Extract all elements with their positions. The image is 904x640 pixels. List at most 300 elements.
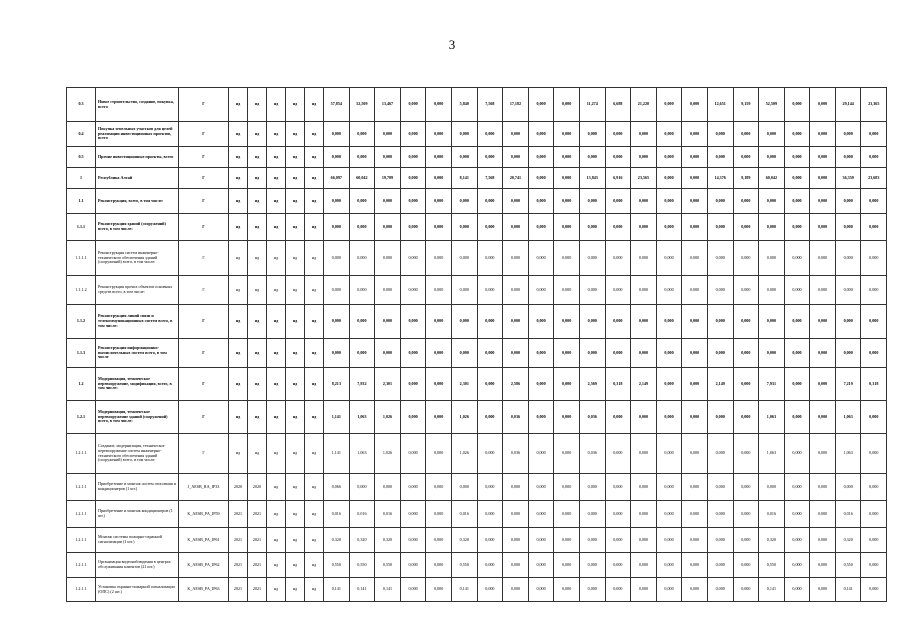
value-cell: 0,000 [503,501,529,528]
row-number-cell: 1.1.3 [67,339,96,368]
value-cell: 0,000 [759,214,785,241]
value-cell: 0,000 [400,578,426,602]
value-cell: 0,000 [861,147,887,168]
value-cell: 0,000 [861,528,887,553]
value-cell: 0,000 [375,214,401,241]
value-cell: 0,000 [656,189,682,214]
project-name-cell: Реконструкция прочих объектов основных средств всего, в том числе: [96,276,179,305]
value-cell: 9,159 [733,88,759,122]
value-cell: 36,359 [835,168,861,189]
value-cell: 0,000 [554,501,580,528]
value-cell: 0,000 [451,305,477,339]
attribute-cell: нд [248,401,267,434]
attribute-cell: нд [267,474,286,501]
row-number-cell: 1.2.1.1 [67,434,96,474]
attribute-cell: нд [229,276,248,305]
attribute-cell: нд [267,553,286,578]
value-cell: 0,000 [682,147,708,168]
value-cell: 7,568 [477,168,503,189]
value-cell: 0,000 [733,122,759,147]
value-cell: 0,000 [810,474,836,501]
value-cell: 0,000 [682,553,708,578]
value-cell: 0,000 [733,528,759,553]
value-cell: 0,000 [528,528,554,553]
value-cell: 0,320 [759,528,785,553]
value-cell: 6,688 [605,88,631,122]
value-cell: 0,000 [426,578,452,602]
value-cell: 0,000 [605,553,631,578]
attribute-cell: нд [305,528,324,553]
project-name-cell: Создание, модернизация, техническое перевооружение систем инженерно-технического обеспечения зданий (сооружений) всего, в том числе: [96,434,179,474]
value-cell: 0,016 [375,501,401,528]
attribute-cell: 2021 [248,578,267,602]
value-cell: 0,000 [861,214,887,241]
value-cell: 0,000 [579,122,605,147]
value-cell: 0,000 [324,189,350,214]
value-cell: 0,000 [707,241,733,276]
value-cell: 0,000 [503,241,529,276]
attribute-cell: нд [305,214,324,241]
value-cell: 0,000 [835,214,861,241]
value-cell: 60,042 [349,168,375,189]
value-cell: 0,320 [835,528,861,553]
value-cell: 0,000 [707,214,733,241]
table-row [67,168,887,189]
value-cell: 0,000 [528,434,554,474]
value-cell: 0,000 [375,147,401,168]
project-name-cell: Монтаж системы пожарно-охранной сигнализации (1 шт.) [96,528,179,553]
attribute-cell: нд [248,368,267,401]
attribute-cell: нд [305,578,324,602]
table-row [67,189,887,214]
value-cell: 0,000 [784,339,810,368]
value-cell: 1,063 [835,434,861,474]
value-cell: 2,149 [631,368,657,401]
value-cell: 0,000 [631,276,657,305]
value-cell: 0,000 [656,168,682,189]
value-cell: 0,000 [324,339,350,368]
value-cell: 1,026 [375,434,401,474]
attribute-cell: нд [267,147,286,168]
value-cell: 0,000 [503,147,529,168]
value-cell: 0,000 [707,305,733,339]
project-code-cell: Г [179,88,229,122]
value-cell: 0,000 [503,276,529,305]
value-cell: 0,141 [835,578,861,602]
attribute-cell: нд [248,434,267,474]
value-cell: 2,569 [579,368,605,401]
value-cell: 0,000 [477,578,503,602]
value-cell: 0,000 [579,214,605,241]
value-cell: 0,000 [477,368,503,401]
value-cell: 0,000 [605,339,631,368]
row-number-cell: 1.1.1 [67,214,96,241]
value-cell: 0,000 [349,189,375,214]
value-cell: 29,144 [835,88,861,122]
value-cell: 12,651 [707,88,733,122]
table-row [67,339,887,368]
value-cell: 0,000 [477,401,503,434]
project-name-cell: Приобретение и монтаж кондиционеров (1 шт.) [96,501,179,528]
value-cell: 0,016 [349,501,375,528]
value-cell: 0,000 [451,474,477,501]
value-cell: 0,550 [451,553,477,578]
row-number-cell: 0.3 [67,88,96,122]
value-cell: 0,000 [631,147,657,168]
value-cell: 0,036 [579,401,605,434]
value-cell: 0,000 [554,189,580,214]
attribute-cell: нд [286,88,305,122]
value-cell: 0,000 [682,578,708,602]
project-code-cell: Г [179,189,229,214]
project-code-cell: Г [179,214,229,241]
attribute-cell: нд [305,189,324,214]
attribute-cell: нд [229,434,248,474]
value-cell: 0,000 [503,214,529,241]
value-cell: 0,000 [656,122,682,147]
project-name-cell: Приобретение и монтаж систем отопления и кондиционеров (1 шт.) [96,474,179,501]
attribute-cell: нд [267,189,286,214]
project-name-cell: Реконструкция линий связи и телекоммуникационных систем всего, в том числе: [96,305,179,339]
value-cell: 0,000 [349,214,375,241]
value-cell: 0,000 [554,553,580,578]
value-cell: 0,000 [503,474,529,501]
value-cell: 0,000 [477,189,503,214]
attribute-cell: нд [267,528,286,553]
value-cell: 0,000 [579,147,605,168]
value-cell: 0,000 [528,305,554,339]
value-cell: 0,000 [835,122,861,147]
project-name-cell: Республика Алтай [96,168,179,189]
value-cell: 0,000 [861,276,887,305]
project-name-cell: Покупка земельных участков для целей реализации инвестиционных проектов, всего [96,122,179,147]
value-cell: 0,000 [682,122,708,147]
value-cell: 0,000 [682,214,708,241]
value-cell: 0,000 [682,501,708,528]
value-cell: 0,141 [349,578,375,602]
value-cell: 0,000 [605,147,631,168]
value-cell: 0,000 [605,578,631,602]
attribute-cell: нд [267,401,286,434]
value-cell: 0,000 [682,305,708,339]
attribute-cell: нд [229,168,248,189]
value-cell: 66,097 [324,168,350,189]
attribute-cell: нд [305,122,324,147]
attribute-cell: нд [248,88,267,122]
value-cell: 0,000 [656,401,682,434]
attribute-cell: нд [248,276,267,305]
project-name-cell: Модернизация, техническое перевооружение зданий (сооружений) всего, в том числе: [96,401,179,434]
value-cell: 0,000 [503,339,529,368]
value-cell: 9,189 [733,168,759,189]
value-cell: 52,509 [759,88,785,122]
value-cell: 0,000 [554,434,580,474]
value-cell: 0,000 [631,189,657,214]
value-cell: 0,000 [631,339,657,368]
value-cell: 1,063 [349,434,375,474]
value-cell: 0,000 [631,553,657,578]
value-cell: 0,000 [784,501,810,528]
value-cell: 0,000 [656,528,682,553]
value-cell: 0,000 [656,88,682,122]
value-cell: 0,000 [861,553,887,578]
value-cell: 0,000 [579,528,605,553]
value-cell: 1,063 [835,401,861,434]
value-cell: 0,000 [656,501,682,528]
project-code-cell: Г [179,368,229,401]
value-cell: 0,550 [759,553,785,578]
value-cell: 0,000 [784,528,810,553]
value-cell: 0,000 [528,189,554,214]
value-cell: 0,000 [682,168,708,189]
value-cell: 0,000 [451,147,477,168]
value-cell: 0,318 [861,368,887,401]
attribute-cell: нд [267,578,286,602]
value-cell: 0,000 [426,305,452,339]
value-cell: 0,000 [605,401,631,434]
value-cell: 0,000 [426,528,452,553]
attribute-cell: нд [267,368,286,401]
value-cell: 2,586 [503,368,529,401]
attribute-cell: 2021 [248,553,267,578]
project-code-cell: Г [179,241,229,276]
value-cell: 0,000 [349,339,375,368]
value-cell: 0,000 [426,339,452,368]
value-cell: 0,000 [733,401,759,434]
attribute-cell: нд [305,241,324,276]
table-row [67,553,887,578]
value-cell: 0,000 [477,122,503,147]
value-cell: 0,000 [784,241,810,276]
value-cell: 0,000 [810,168,836,189]
value-cell: 7,932 [349,368,375,401]
value-cell: 0,000 [400,214,426,241]
value-cell: 0,000 [656,276,682,305]
value-cell: 0,000 [707,578,733,602]
attribute-cell: нд [286,501,305,528]
value-cell: 0,000 [554,474,580,501]
attribute-cell: 2020 [229,474,248,501]
value-cell: 0,000 [554,214,580,241]
attribute-cell: нд [229,214,248,241]
value-cell: 0,000 [375,474,401,501]
attribute-cell: нд [286,122,305,147]
table-row [67,528,887,553]
value-cell: 0,000 [528,501,554,528]
value-cell: 0,000 [656,474,682,501]
value-cell: 57,854 [324,88,350,122]
value-cell: 0,000 [810,528,836,553]
value-cell: 0,000 [759,189,785,214]
value-cell: 0,000 [400,339,426,368]
value-cell: 0,036 [579,434,605,474]
value-cell: 14,376 [707,168,733,189]
value-cell: 0,141 [451,578,477,602]
table-row [67,474,887,501]
value-cell: 0,000 [835,474,861,501]
value-cell: 0,000 [400,276,426,305]
attribute-cell: нд [248,241,267,276]
attribute-cell: нд [286,241,305,276]
value-cell: 0,000 [605,241,631,276]
row-number-cell: 1.1.1.1 [67,241,96,276]
value-cell: 0,000 [784,147,810,168]
value-cell: 0,000 [324,276,350,305]
value-cell: 0,000 [400,401,426,434]
value-cell: 0,000 [656,214,682,241]
value-cell: 0,000 [528,88,554,122]
value-cell: 0,000 [579,578,605,602]
value-cell: 0,000 [528,368,554,401]
row-number-cell: 1.2.1.1 [67,528,96,553]
value-cell: 13,467 [375,88,401,122]
value-cell: 0,000 [733,501,759,528]
value-cell: 0,000 [477,528,503,553]
value-cell: 1,141 [324,434,350,474]
value-cell: 2,301 [375,368,401,401]
value-cell: 0,000 [784,474,810,501]
value-cell: 0,000 [503,305,529,339]
attribute-cell: нд [305,434,324,474]
value-cell: 0,000 [579,501,605,528]
attribute-cell: нд [267,214,286,241]
value-cell: 0,000 [861,339,887,368]
value-cell: 0,000 [631,528,657,553]
value-cell: 0,000 [759,474,785,501]
value-cell: 13,843 [579,168,605,189]
value-cell: 0,000 [605,501,631,528]
value-cell: 1,063 [759,401,785,434]
value-cell: 0,000 [528,276,554,305]
value-cell: 0,000 [631,122,657,147]
attribute-cell: нд [305,147,324,168]
project-name-cell: Модернизация, техническое перевооружение, модификация, всего, в том числе: [96,368,179,401]
table-row [67,434,887,474]
value-cell: 0,000 [375,241,401,276]
project-name-cell: Организация видеонаблюдения в центрах обслуживания клиентов (21 шт.) [96,553,179,578]
attribute-cell: 2020 [248,474,267,501]
row-number-cell: 1.1.1.2 [67,276,96,305]
attribute-cell: 2021 [229,553,248,578]
value-cell: 0,000 [656,434,682,474]
value-cell: 0,000 [810,553,836,578]
value-cell: 0,000 [477,241,503,276]
value-cell: 8,141 [451,168,477,189]
row-number-cell: 0.5 [67,147,96,168]
value-cell: 0,000 [682,434,708,474]
value-cell: 0,000 [810,122,836,147]
attribute-cell: нд [286,214,305,241]
attribute-cell: нд [286,339,305,368]
row-number-cell: 1.2.1 [67,401,96,434]
value-cell: 0,000 [349,474,375,501]
value-cell: 0,000 [784,88,810,122]
value-cell: 0,000 [605,434,631,474]
project-code-cell: Г [179,339,229,368]
row-number-cell: 1.1 [67,189,96,214]
value-cell: 0,000 [579,276,605,305]
value-cell: 0,036 [503,401,529,434]
attribute-cell: нд [229,305,248,339]
value-cell: 0,000 [477,474,503,501]
value-cell: 0,320 [451,528,477,553]
table-row [67,305,887,339]
attribute-cell: нд [267,88,286,122]
value-cell: 0,000 [759,305,785,339]
attribute-cell: нд [305,88,324,122]
value-cell: 0,000 [784,434,810,474]
value-cell: 0,000 [477,553,503,578]
table-row [67,122,887,147]
table-row [67,276,887,305]
attribute-cell: нд [286,168,305,189]
attribute-cell: 2021 [248,528,267,553]
value-cell: 17,182 [503,88,529,122]
value-cell: 0,000 [631,241,657,276]
value-cell: 0,000 [579,474,605,501]
project-code-cell: K_AESB_PA_IP61 [179,528,229,553]
value-cell: 0,000 [400,189,426,214]
value-cell: 20,741 [503,168,529,189]
value-cell: 0,000 [835,305,861,339]
value-cell: 0,000 [810,501,836,528]
attribute-cell: нд [229,147,248,168]
value-cell: 0,000 [426,368,452,401]
value-cell: 0,000 [656,578,682,602]
project-name-cell: Прочие инвестиционные проекты, всего [96,147,179,168]
value-cell: 0,000 [349,122,375,147]
value-cell: 0,000 [426,147,452,168]
value-cell: 0,000 [682,241,708,276]
attribute-cell: 2021 [229,528,248,553]
value-cell: 0,000 [400,528,426,553]
attribute-cell: нд [267,339,286,368]
value-cell: 0,000 [733,276,759,305]
value-cell: 0,320 [375,528,401,553]
value-cell: 0,000 [375,339,401,368]
project-name-cell: Реконструкция информационно-вычислительных систем всего, в том числе [96,339,179,368]
value-cell: 0,000 [759,147,785,168]
attribute-cell: нд [286,276,305,305]
value-cell: 0,000 [810,214,836,241]
value-cell: 0,000 [451,122,477,147]
attribute-cell: нд [267,434,286,474]
value-cell: 0,000 [835,339,861,368]
value-cell: 0,000 [707,528,733,553]
investment-program-table [66,87,887,602]
attribute-cell: нд [267,305,286,339]
project-code-cell: Г [179,147,229,168]
value-cell: 0,000 [810,276,836,305]
value-cell: 0,000 [733,368,759,401]
attribute-cell: нд [305,553,324,578]
table-row [67,401,887,434]
value-cell: 0,000 [477,147,503,168]
value-cell: 0,000 [451,241,477,276]
value-cell: 0,000 [707,553,733,578]
value-cell: 0,000 [759,339,785,368]
value-cell: 0,000 [528,339,554,368]
value-cell: 0,000 [631,474,657,501]
value-cell: 0,000 [528,214,554,241]
attribute-cell: нд [248,305,267,339]
attribute-cell: нд [305,305,324,339]
value-cell: 0,000 [324,241,350,276]
value-cell: 0,000 [810,401,836,434]
value-cell: 0,000 [528,168,554,189]
value-cell: 1,141 [324,401,350,434]
project-name-cell: Установка охранно-пожарной сигнализации (ОПС) (2 шт.) [96,578,179,602]
